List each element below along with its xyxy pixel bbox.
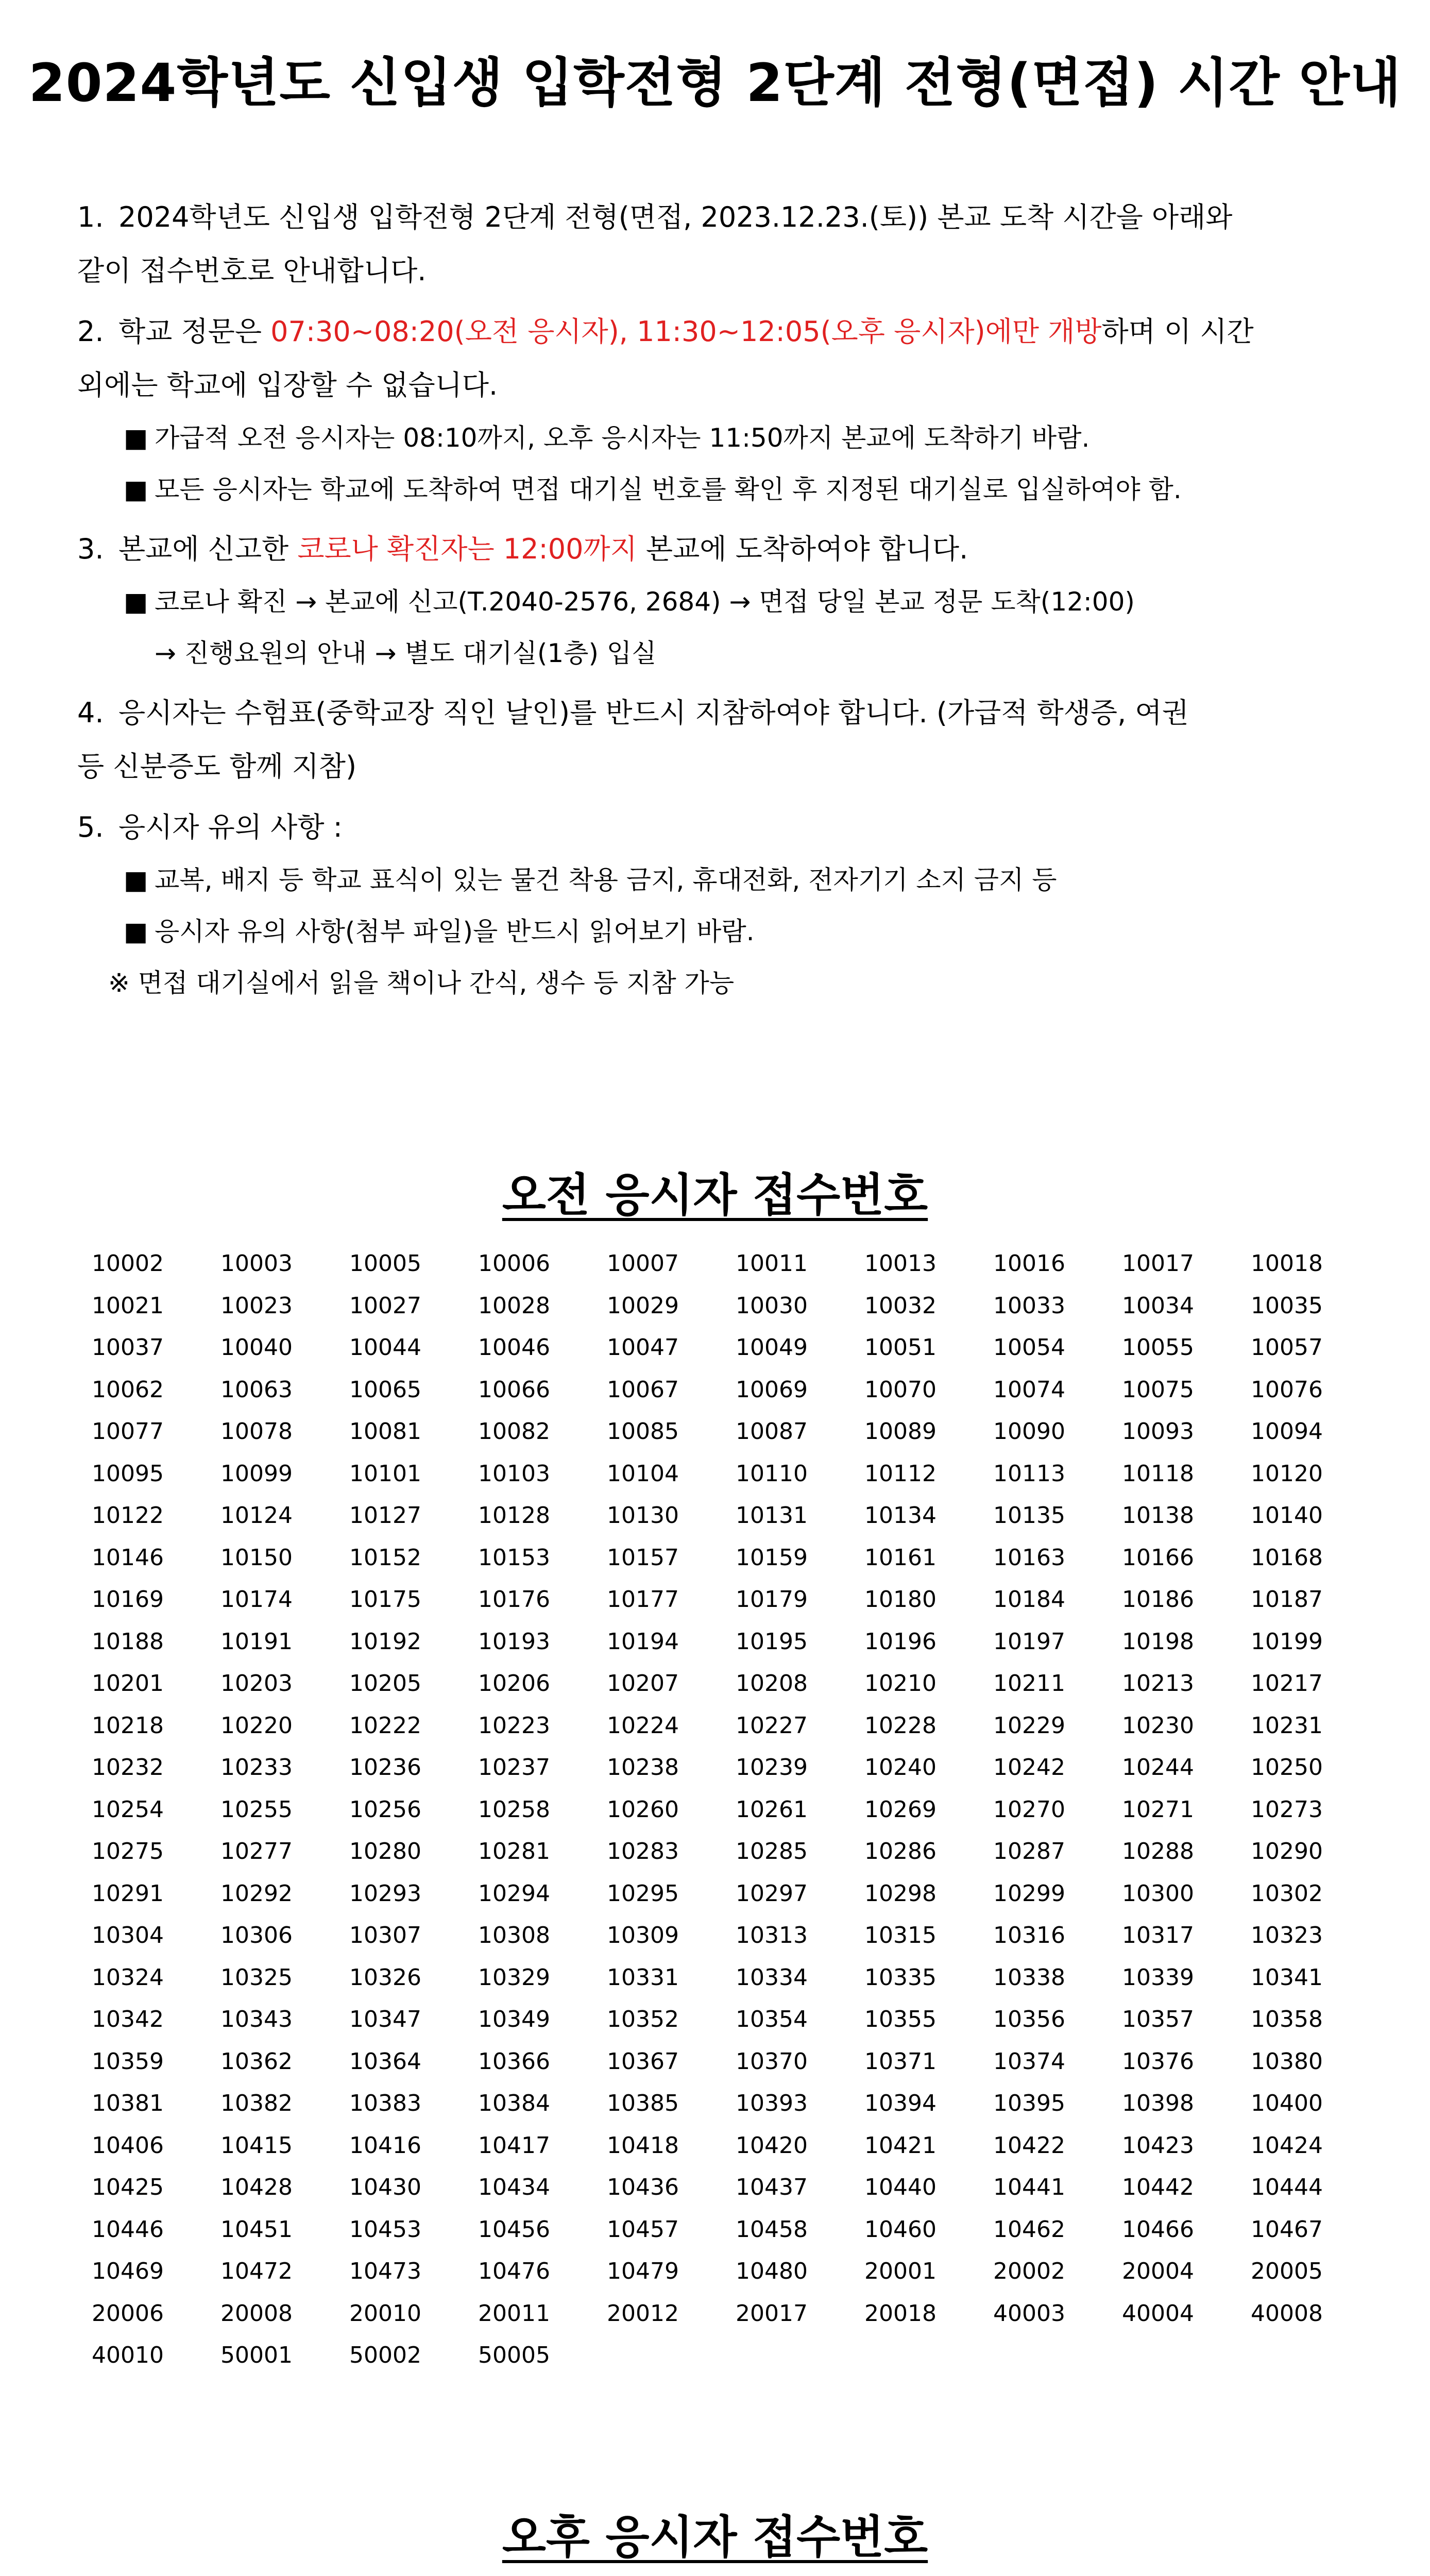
applicant-number: 10210 [864, 1670, 937, 1697]
square-bullet-icon: ■ [124, 423, 148, 453]
applicant-number: 10195 [736, 1628, 808, 1655]
applicant-number: 10331 [607, 1964, 679, 1991]
applicant-number: 10466 [1122, 2216, 1194, 2243]
square-bullet-icon: ■ [124, 587, 148, 617]
applicant-number: 10163 [993, 1544, 1065, 1571]
applicant-number: 10437 [736, 2174, 808, 2200]
applicant-number: 10462 [993, 2216, 1065, 2243]
applicant-number: 10018 [1251, 1250, 1323, 1277]
applicant-number: 10201 [92, 1670, 164, 1697]
applicant-number: 10046 [478, 1334, 550, 1361]
applicant-number: 10197 [993, 1628, 1065, 1655]
applicant-number: 10003 [220, 1250, 293, 1277]
notice-item-1: 1. 2024학년도 신입생 입학전형 2단계 전형(면접, 2023.12.23.(토)) 본교 도착 시간을 아래와 [77, 201, 1233, 233]
applicant-number: 10472 [220, 2258, 293, 2284]
applicant-number: 10415 [220, 2132, 293, 2159]
applicant-number: 10150 [220, 1544, 293, 1571]
applicant-number: 10240 [864, 1754, 937, 1781]
applicant-number: 10069 [736, 1376, 808, 1403]
applicant-number: 10184 [993, 1586, 1065, 1613]
square-bullet-icon: ■ [124, 917, 148, 946]
morning-section-title: 오전 응시자 접수번호 [502, 1168, 928, 1222]
applicant-number: 10307 [349, 1922, 421, 1948]
notice-item-3: 3. 본교에 신고한 코로나 확진자는 12:00까지 본교에 도착하여야 합니다. [77, 533, 968, 565]
applicant-number: 10306 [220, 1922, 293, 1948]
applicant-number: 10152 [349, 1544, 421, 1571]
applicant-number: 10256 [349, 1796, 421, 1823]
applicant-number: 10316 [993, 1922, 1065, 1948]
applicant-number: 10275 [92, 1838, 164, 1865]
applicant-number: 10062 [92, 1376, 164, 1403]
applicant-number: 10442 [1122, 2174, 1194, 2200]
applicant-number: 10423 [1122, 2132, 1194, 2159]
applicant-number: 50005 [478, 2342, 550, 2368]
applicant-number: 10398 [1122, 2090, 1194, 2116]
applicant-number: 10175 [349, 1586, 421, 1613]
applicant-number: 10352 [607, 2006, 679, 2032]
applicant-number: 10380 [1251, 2048, 1323, 2075]
applicant-number: 10325 [220, 1964, 293, 1991]
applicant-number: 10101 [349, 1460, 421, 1487]
applicant-number: 10329 [478, 1964, 550, 1991]
applicant-number: 10250 [1251, 1754, 1323, 1781]
applicant-number: 20017 [736, 2300, 808, 2327]
applicant-number: 10428 [220, 2174, 293, 2200]
applicant-number: 10074 [993, 1376, 1065, 1403]
applicant-number: 10213 [1122, 1670, 1194, 1697]
applicant-number: 10237 [478, 1754, 550, 1781]
applicant-number: 10370 [736, 2048, 808, 2075]
applicant-number: 10076 [1251, 1376, 1323, 1403]
applicant-number: 10280 [349, 1838, 421, 1865]
applicant-number: 10460 [864, 2216, 937, 2243]
applicant-number: 10194 [607, 1628, 679, 1655]
applicant-number: 10146 [92, 1544, 164, 1571]
applicant-number: 10424 [1251, 2132, 1323, 2159]
notice-item-4-cont: 등 신분증도 함께 지참) [77, 750, 357, 783]
applicant-number: 10037 [92, 1334, 164, 1361]
applicant-number: 10065 [349, 1376, 421, 1403]
square-bullet-icon: ■ [124, 474, 148, 504]
applicant-number: 10099 [220, 1460, 293, 1487]
applicant-number: 10315 [864, 1922, 937, 1948]
notice-body [77, 191, 1375, 1009]
applicant-number: 10362 [220, 2048, 293, 2075]
applicant-number: 10335 [864, 1964, 937, 1991]
applicant-number: 20001 [864, 2258, 937, 2284]
notice-item-2: 2. 학교 정문은 07:30~08:20(오전 응시자), 11:30~12:05(오후 응시자)에만 개방하며 이 시간 [77, 315, 1254, 348]
applicant-number: 10168 [1251, 1544, 1323, 1571]
applicant-number: 10273 [1251, 1796, 1323, 1823]
applicant-number: 10138 [1122, 1502, 1194, 1529]
applicant-number: 10066 [478, 1376, 550, 1403]
applicant-number: 10140 [1251, 1502, 1323, 1529]
applicant-number: 10446 [92, 2216, 164, 2243]
applicant-number: 10367 [607, 2048, 679, 2075]
applicant-number: 10095 [92, 1460, 164, 1487]
applicant-number: 20010 [349, 2300, 421, 2327]
applicant-number: 20004 [1122, 2258, 1194, 2284]
applicant-number: 10011 [736, 1250, 808, 1277]
applicant-number: 10007 [607, 1250, 679, 1277]
applicant-number: 10364 [349, 2048, 421, 2075]
applicant-number: 10005 [349, 1250, 421, 1277]
applicant-number: 10021 [92, 1292, 164, 1319]
applicant-number: 10093 [1122, 1418, 1194, 1445]
applicant-number: 10063 [220, 1376, 293, 1403]
applicant-number: 10228 [864, 1712, 937, 1739]
applicant-number: 50002 [349, 2342, 421, 2368]
applicant-number: 10358 [1251, 2006, 1323, 2032]
applicant-number: 10034 [1122, 1292, 1194, 1319]
applicant-number: 10299 [993, 1880, 1065, 1907]
applicant-number: 10047 [607, 1334, 679, 1361]
applicant-number: 10334 [736, 1964, 808, 1991]
applicant-number: 10191 [220, 1628, 293, 1655]
applicant-number: 20011 [478, 2300, 550, 2327]
applicant-number: 10383 [349, 2090, 421, 2116]
applicant-number: 10393 [736, 2090, 808, 2116]
applicant-number: 10304 [92, 1922, 164, 1948]
applicant-number: 10103 [478, 1460, 550, 1487]
applicant-number: 10227 [736, 1712, 808, 1739]
applicant-number: 10382 [220, 2090, 293, 2116]
applicant-number: 10207 [607, 1670, 679, 1697]
applicant-number: 10473 [349, 2258, 421, 2284]
applicant-number: 10153 [478, 1544, 550, 1571]
applicant-number: 10430 [349, 2174, 421, 2200]
applicant-number: 10028 [478, 1292, 550, 1319]
applicant-number: 10174 [220, 1586, 293, 1613]
notice-item-3-sub: ■ 코로나 확진 → 본교에 신고(T.2040-2576, 2684) → 면접 당일 본교 정문 도착(12:00) [77, 576, 1375, 628]
applicant-number: 10451 [220, 2216, 293, 2243]
applicant-number: 10231 [1251, 1712, 1323, 1739]
applicant-number: 10416 [349, 2132, 421, 2159]
applicant-number: 10395 [993, 2090, 1065, 2116]
applicant-number: 10206 [478, 1670, 550, 1697]
notice-item-2-sub-1: ■ 가급적 오전 응시자는 08:10까지, 오후 응시자는 11:50까지 본교에 도착하기 바람. [77, 412, 1375, 464]
applicant-number: 10220 [220, 1712, 293, 1739]
applicant-number: 10054 [993, 1334, 1065, 1361]
afternoon-section-title: 오후 응시자 접수번호 [502, 2511, 928, 2564]
square-bullet-icon: ■ [124, 865, 148, 895]
notice-item-4: 4. 응시자는 수험표(중학교장 직인 날인)를 반드시 지참하여야 합니다. (가급적 학생증, 여권 [77, 697, 1189, 729]
applicant-number: 40008 [1251, 2300, 1323, 2327]
applicant-number: 10326 [349, 1964, 421, 1991]
applicant-number: 10258 [478, 1796, 550, 1823]
applicant-number: 20012 [607, 2300, 679, 2327]
applicant-number: 10290 [1251, 1838, 1323, 1865]
applicant-number: 10281 [478, 1838, 550, 1865]
applicant-number: 10166 [1122, 1544, 1194, 1571]
applicant-number: 40004 [1122, 2300, 1194, 2327]
applicant-number: 10323 [1251, 1922, 1323, 1948]
applicant-number: 10224 [607, 1712, 679, 1739]
applicant-number: 10055 [1122, 1334, 1194, 1361]
applicant-number: 10161 [864, 1544, 937, 1571]
applicant-number: 20005 [1251, 2258, 1323, 2284]
applicant-number: 10343 [220, 2006, 293, 2032]
applicant-number: 20002 [993, 2258, 1065, 2284]
applicant-number: 10205 [349, 1670, 421, 1697]
applicant-number: 10203 [220, 1670, 293, 1697]
applicant-number: 10169 [92, 1586, 164, 1613]
applicant-number: 10300 [1122, 1880, 1194, 1907]
applicant-number: 10051 [864, 1334, 937, 1361]
applicant-number: 10198 [1122, 1628, 1194, 1655]
notice-item-2-cont: 외에는 학교에 입장할 수 없습니다. [77, 369, 498, 401]
applicant-number: 10291 [92, 1880, 164, 1907]
applicant-number: 10434 [478, 2174, 550, 2200]
applicant-number: 10089 [864, 1418, 937, 1445]
notice-note: ※ 면접 대기실에서 읽을 책이나 간식, 생수 등 지참 가능 [108, 968, 735, 998]
applicant-number: 10229 [993, 1712, 1065, 1739]
notice-item-5-sub-1: ■ 교복, 배지 등 학교 표식이 있는 물건 착용 금지, 휴대전화, 전자기기 소지 금지 등 [77, 854, 1375, 906]
applicant-number: 10232 [92, 1754, 164, 1781]
applicant-number: 10113 [993, 1460, 1065, 1487]
notice-item-2-sub-2: ■ 모든 응시자는 학교에 도착하여 면접 대기실 번호를 확인 후 지정된 대기실로 입실하여야 함. [77, 464, 1375, 515]
applicant-number: 40003 [993, 2300, 1065, 2327]
applicant-number: 10341 [1251, 1964, 1323, 1991]
applicant-number: 10271 [1122, 1796, 1194, 1823]
applicant-number: 10211 [993, 1670, 1065, 1697]
applicant-number: 10453 [349, 2216, 421, 2243]
applicant-number: 10441 [993, 2174, 1065, 2200]
applicant-number: 10347 [349, 2006, 421, 2032]
applicant-number: 10355 [864, 2006, 937, 2032]
applicant-number: 10070 [864, 1376, 937, 1403]
applicant-number: 10425 [92, 2174, 164, 2200]
applicant-number: 10124 [220, 1502, 293, 1529]
applicant-number: 10067 [607, 1376, 679, 1403]
applicant-number: 10309 [607, 1922, 679, 1948]
applicant-number: 10238 [607, 1754, 679, 1781]
applicant-number: 10223 [478, 1712, 550, 1739]
applicant-number: 10075 [1122, 1376, 1194, 1403]
applicant-number: 10044 [349, 1334, 421, 1361]
applicant-number: 10023 [220, 1292, 293, 1319]
applicant-number: 10371 [864, 2048, 937, 2075]
applicant-number: 10356 [993, 2006, 1065, 2032]
applicant-number: 10444 [1251, 2174, 1323, 2200]
applicant-number: 10159 [736, 1544, 808, 1571]
notice-item-3-sub-cont: → 진행요원의 안내 → 별도 대기실(1층) 입실 [155, 638, 657, 668]
applicant-number: 10017 [1122, 1250, 1194, 1277]
applicant-number: 10006 [478, 1250, 550, 1277]
applicant-number: 20006 [92, 2300, 164, 2327]
applicant-number: 10199 [1251, 1628, 1323, 1655]
applicant-number: 10297 [736, 1880, 808, 1907]
applicant-number: 10002 [92, 1250, 164, 1277]
applicant-number: 10357 [1122, 2006, 1194, 2032]
applicant-number: 10032 [864, 1292, 937, 1319]
applicant-number: 10359 [92, 2048, 164, 2075]
applicant-number: 10467 [1251, 2216, 1323, 2243]
applicant-number: 10193 [478, 1628, 550, 1655]
applicant-number: 10049 [736, 1334, 808, 1361]
applicant-number: 10122 [92, 1502, 164, 1529]
applicant-number: 10440 [864, 2174, 937, 2200]
applicant-number: 10384 [478, 2090, 550, 2116]
applicant-number: 10082 [478, 1418, 550, 1445]
applicant-number: 10376 [1122, 2048, 1194, 2075]
applicant-number: 10417 [478, 2132, 550, 2159]
applicant-number: 10295 [607, 1880, 679, 1907]
notice-item-5-sub-2: ■ 응시자 유의 사항(첨부 파일)을 반드시 읽어보기 바람. [77, 906, 1375, 957]
notice-item-5: 5. 응시자 유의 사항 : [77, 811, 343, 843]
applicant-number: 10085 [607, 1418, 679, 1445]
applicant-number: 10187 [1251, 1586, 1323, 1613]
applicant-number: 10436 [607, 2174, 679, 2200]
applicant-number: 10094 [1251, 1418, 1323, 1445]
applicant-number: 10479 [607, 2258, 679, 2284]
applicant-number: 10112 [864, 1460, 937, 1487]
applicant-number: 10013 [864, 1250, 937, 1277]
applicant-number: 10127 [349, 1502, 421, 1529]
applicant-number: 10317 [1122, 1922, 1194, 1948]
applicant-number: 10239 [736, 1754, 808, 1781]
applicant-number: 10030 [736, 1292, 808, 1319]
applicant-number: 10040 [220, 1334, 293, 1361]
applicant-number: 10033 [993, 1292, 1065, 1319]
applicant-number: 10342 [92, 2006, 164, 2032]
applicant-number: 10218 [92, 1712, 164, 1739]
applicant-number: 10302 [1251, 1880, 1323, 1907]
applicant-number: 10339 [1122, 1964, 1194, 1991]
applicant-number: 20018 [864, 2300, 937, 2327]
applicant-number: 10217 [1251, 1670, 1323, 1697]
applicant-number: 10469 [92, 2258, 164, 2284]
applicant-number: 10233 [220, 1754, 293, 1781]
applicant-number: 10293 [349, 1880, 421, 1907]
applicant-number: 10135 [993, 1502, 1065, 1529]
morning-number-grid [92, 1243, 1380, 2377]
applicant-number: 10313 [736, 1922, 808, 1948]
applicant-number: 10420 [736, 2132, 808, 2159]
applicant-number: 10176 [478, 1586, 550, 1613]
applicant-number: 10128 [478, 1502, 550, 1529]
applicant-number: 10285 [736, 1838, 808, 1865]
applicant-number: 10035 [1251, 1292, 1323, 1319]
applicant-number: 10277 [220, 1838, 293, 1865]
applicant-number: 10104 [607, 1460, 679, 1487]
applicant-number: 10308 [478, 1922, 550, 1948]
applicant-number: 10255 [220, 1796, 293, 1823]
applicant-number: 10196 [864, 1628, 937, 1655]
applicant-number: 10236 [349, 1754, 421, 1781]
applicant-number: 10192 [349, 1628, 421, 1655]
applicant-number: 10354 [736, 2006, 808, 2032]
applicant-number: 10188 [92, 1628, 164, 1655]
applicant-number: 10087 [736, 1418, 808, 1445]
applicant-number: 10242 [993, 1754, 1065, 1781]
applicant-number: 10366 [478, 2048, 550, 2075]
applicant-number: 10394 [864, 2090, 937, 2116]
applicant-number: 10457 [607, 2216, 679, 2243]
applicant-number: 10349 [478, 2006, 550, 2032]
applicant-number: 10480 [736, 2258, 808, 2284]
applicant-number: 10381 [92, 2090, 164, 2116]
applicant-number: 10186 [1122, 1586, 1194, 1613]
applicant-number: 10374 [993, 2048, 1065, 2075]
applicant-number: 10244 [1122, 1754, 1194, 1781]
applicant-number: 10078 [220, 1418, 293, 1445]
applicant-number: 10110 [736, 1460, 808, 1487]
applicant-number: 10283 [607, 1838, 679, 1865]
applicant-number: 40010 [92, 2342, 164, 2368]
applicant-number: 10254 [92, 1796, 164, 1823]
applicant-number: 10270 [993, 1796, 1065, 1823]
applicant-number: 10261 [736, 1796, 808, 1823]
applicant-number: 20008 [220, 2300, 293, 2327]
applicant-number: 10324 [92, 1964, 164, 1991]
applicant-number: 10456 [478, 2216, 550, 2243]
applicant-number: 10131 [736, 1502, 808, 1529]
applicant-number: 10077 [92, 1418, 164, 1445]
page-title: 2024학년도 신입생 입학전형 2단계 전형(면접) 시간 안내 [28, 53, 1402, 114]
applicant-number: 10179 [736, 1586, 808, 1613]
applicant-number: 10120 [1251, 1460, 1323, 1487]
applicant-number: 10458 [736, 2216, 808, 2243]
applicant-number: 10294 [478, 1880, 550, 1907]
applicant-number: 10269 [864, 1796, 937, 1823]
applicant-number: 10222 [349, 1712, 421, 1739]
applicant-number: 10029 [607, 1292, 679, 1319]
applicant-number: 10286 [864, 1838, 937, 1865]
applicant-number: 10476 [478, 2258, 550, 2284]
applicant-number: 10016 [993, 1250, 1065, 1277]
applicant-number: 10422 [993, 2132, 1065, 2159]
applicant-number: 10292 [220, 1880, 293, 1907]
applicant-number: 10130 [607, 1502, 679, 1529]
applicant-number: 10298 [864, 1880, 937, 1907]
applicant-number: 10385 [607, 2090, 679, 2116]
applicant-number: 10208 [736, 1670, 808, 1697]
applicant-number: 10400 [1251, 2090, 1323, 2116]
applicant-number: 10421 [864, 2132, 937, 2159]
applicant-number: 10057 [1251, 1334, 1323, 1361]
applicant-number: 10406 [92, 2132, 164, 2159]
applicant-number: 10180 [864, 1586, 937, 1613]
applicant-number: 10260 [607, 1796, 679, 1823]
notice-item-1-cont: 같이 접수번호로 안내합니다. [77, 255, 427, 287]
applicant-number: 10418 [607, 2132, 679, 2159]
applicant-number: 10230 [1122, 1712, 1194, 1739]
applicant-number: 10027 [349, 1292, 421, 1319]
applicant-number: 10177 [607, 1586, 679, 1613]
applicant-number: 50001 [220, 2342, 293, 2368]
covid-deadline-highlight: 코로나 확진자는 12:00까지 [297, 533, 637, 565]
applicant-number: 10081 [349, 1418, 421, 1445]
applicant-number: 10288 [1122, 1838, 1194, 1865]
gate-hours-highlight: 07:30~08:20(오전 응시자), 11:30~12:05(오후 응시자)에만 개방 [270, 315, 1102, 348]
applicant-number: 10157 [607, 1544, 679, 1571]
applicant-number: 10134 [864, 1502, 937, 1529]
applicant-number: 10118 [1122, 1460, 1194, 1487]
applicant-number: 10287 [993, 1838, 1065, 1865]
applicant-number: 10090 [993, 1418, 1065, 1445]
applicant-number: 10338 [993, 1964, 1065, 1991]
